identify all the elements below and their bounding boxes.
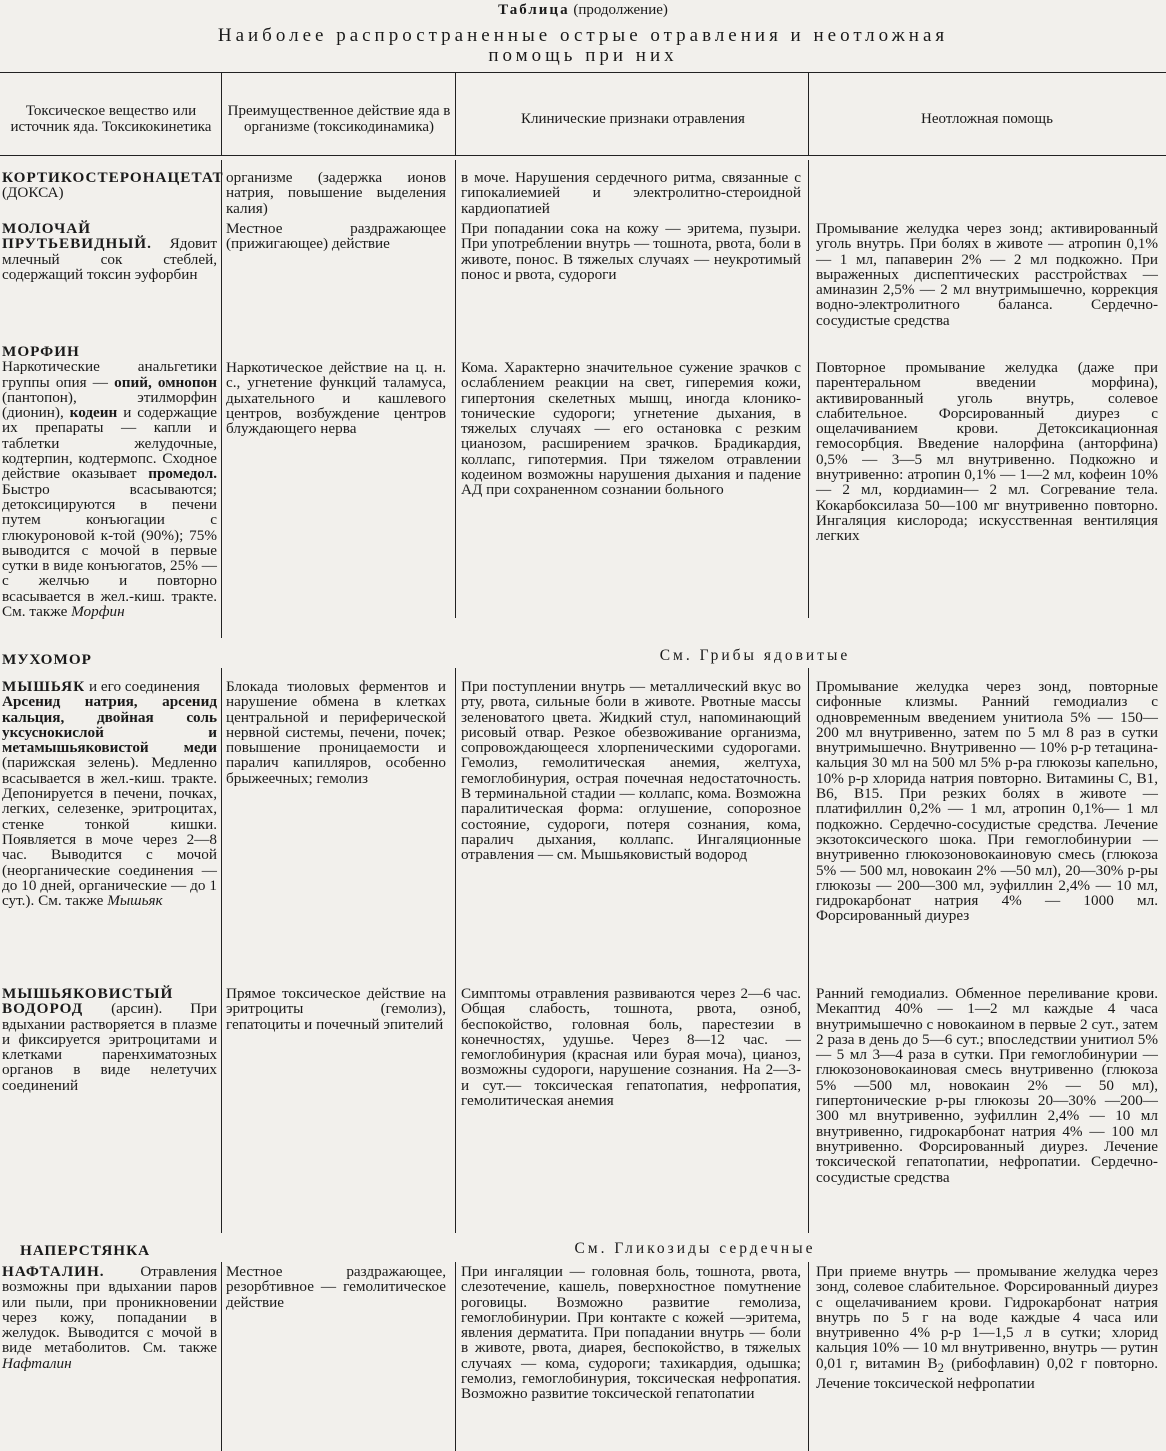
column-divider <box>455 72 456 156</box>
row-morphine-action: Наркотическое действие на ц. н. с., угнетение функций таламуса, дыхательного и кашлевого центров, возбуждение центров блуждающего нерва <box>226 359 446 438</box>
column-divider <box>221 668 222 1233</box>
row-doxa-action: организме (задержка ионов натрия, повышение выделения калия) <box>226 169 446 217</box>
row-naperstyanka-substance: НАПЕРСТЯНКА <box>20 1242 151 1259</box>
row-arsenic-substance: МЫШЬЯК и его соединения Арсенид натрия, арсенид кальция, двойная соль уксуснокислой и метамышьяковистой меди (парижская зелень). Медленно всасывается в жел.-киш. тракте. Депонируется в печени, почках, легких, селезенке, эритроцитах, стенке тонкой кишки. Появляется в моче через 2—8 час. Выводится с мочой (неорганические соединения — до 10 дней, органические — до 1 сут.). См. также Мышьяк <box>2 678 217 910</box>
row-naphthalene-substance: НАФТАЛИН. Отравления возможны при вдыхании паров или пыли, при проникновении через кожу, попадании в желудок. Выводится с мочой в виде метаболитов. См. также Нафталин <box>2 1263 217 1372</box>
column-divider <box>808 1262 809 1451</box>
row-arsine-help: Ранний гемодиализ. Обменное переливание крови. Мекаптид 40% — 1—2 мл каждые 4 часа внутримышечно с новокаином в первые 2 сут., затем 2 раза в день до 5—6 сут.; впоследствии унитиол 5% — 5 мл 3—4 раза в сутки. При гемоглобинурии — глюкозоновокаиновая смесь внутривенно (глюкоза 5% —500 мл, новокаин 2% — 50 мл), гипертонические р-ры глюкозы 20—30% —200—300 мл внутривенно, эуфиллин 2,4% — 10 мл внутривенно, гидрокарбонат натрия 4% — 100 мл внутривенно. Форсированный диурез. Лечение токсической гепатопатии, нефропатии. Сердечно-сосудистые средства <box>816 985 1158 1186</box>
row-molochai-substance: МОЛОЧАЙ ПРУТЬЕВИДНЫЙ. Ядовит млечный сок стеблей, содержащий токсин эуфорбин <box>2 220 217 283</box>
column-header-help: Неотложная помощь <box>921 111 1053 127</box>
header-top-rule <box>0 72 1166 73</box>
row-morphine-substance: МОРФИН Наркотические анальгетики группы опия — опий, омнопон (пантопон), этилморфин (дионин), кодеин и содержащие их препараты — капли и таблетки желудочные, кодтерпин, кодтермопс. Сходное действие оказывает промедол. Быстро всасываются; детоксицируются в печени путем конъюгации с глюкуроновой к-той (90%); 75% выводится с мочой в первые сутки в виде конъюгатов, 25% — с желчью и повторно всасывается в жел.-киш. тракте. См. также Морфин <box>2 343 218 621</box>
row-arsenic-help: Промывание желудка через зонд, повторные сифонные клизмы. Ранний гемодиализ с одновременным введением унитиола 5% — 150—200 мл внутривенно, затем по 5 мл 8 раз в сутки внутримышечно. Внутривенно — 10% р-р тетацина-кальция 30 мл на 500 мл 5% р-ра глюкозы капельно, 10% р-р хлорида натрия повторно. Витамины С, В1, В6, В15. При резких болях в животе — платифиллин 0,2% — 1 мл, атропин 0,1%— 1 мл подкожно. Сердечно-сосудистые средства. Лечение экзотоксического шока. При гемоглобинурии — внутривенно глюкозоновокаиновую смесь (глюкоза 5% — 500 мл, новокаин 2% —50 мл), 20—30% р-ры глюкозы — 200—300 мл, эуфиллин 2,4% — 10 мл, гидрокарбонат натрия 4% — 1000 мл. Форсированный диурез <box>816 678 1158 925</box>
column-header-action: Преимущественное действие яда в организме (токсикодинамика) <box>227 103 451 135</box>
row-naphthalene-action: Местное раздражающее, резорбтивное — гемолитическое действие <box>226 1263 446 1311</box>
row-arsine-signs: Симптомы отравления развиваются через 2—6 час. Общая слабость, тошнота, рвота, озноб, беспокойство, головная боль, парестезии в конечностях, удушье. Через 8—12 час. — гемоглобинурия (красная или бурая моча), цианоз, возможны судороги, нарушение сознания. На 2—3-и сут.— токсическая гепатопатия, нефропатия, гемолитическая анемия <box>461 985 801 1110</box>
column-header-substance: Токсическое вещество или источник яда. Токсикокинетика <box>10 103 212 135</box>
row-morphine-help: Повторное промывание желудка (даже при парентеральном введении морфина), активированный уголь внутрь, солевое слабительное. Форсированный диурез с ощелачиванием крови. Детоксикационная гемосорбция. Введение налорфина (анторфина) 0,5% — 3—5 мл внутривенно. Подкожно и внутривенно: атропин 0,1% — 1—2 мл, кофеин 10% — 2 мл, кордиамин— 2 мл. Согревание тела. Кокарбоксилаза 50—100 мг внутривенно повторно. Ингаляция кислорода; искусственная вентиляция легких <box>816 359 1158 545</box>
row-arsine-action: Прямое токсическое действие на эритроциты (гемолиз), гепатоциты и почечный эпителий <box>226 985 446 1033</box>
column-divider <box>808 668 809 1233</box>
column-divider <box>455 1262 456 1451</box>
row-naphthalene-help: При приеме внутрь — промывание желудка через зонд, солевое слабительное. Форсированный диурез с ощелачиванием крови. Гидрокарбонат натрия внутрь по 5 г на воде каждые 4 часа или внутривенно 4% р-р 1—1,5 л в сутки; хлорид кальция 10% — 10 мл внутривенно, внутрь — рутин 0,01 г, витамин $В_2$ (рибофлавин) 0,02 г повторно. Лечение токсической нефропатии <box>816 1263 1158 1393</box>
column-divider <box>221 72 222 156</box>
table-caption: Таблица (продолжение) <box>498 2 668 18</box>
row-doxa-signs: в моче. Нарушения сердечного ритма, связанные с гипокалиемией и электролитно-стероидной кардиопатией <box>461 169 801 217</box>
row-muhomor-reference: См. Грибы ядовитые <box>659 647 851 664</box>
column-divider <box>455 668 456 1233</box>
row-arsine-substance: МЫШЬЯКОВИСТЫЙ ВОДОРОД (арсин). При вдыхании растворяется в плазме и фиксируется эритроцитами и клетками паренхиматозных органов в виде нелетучих соединений <box>2 985 217 1094</box>
column-divider <box>808 72 809 156</box>
column-divider <box>221 160 222 638</box>
row-molochai-signs: При попадании сока на кожу — эритема, пузыри. При употреблении внутрь — тошнота, рвота, боли в животе, понос. В тяжелых случаях — неукротимый понос и рвота, судороги <box>461 220 801 283</box>
row-muhomor-substance: МУХОМОР <box>2 651 92 668</box>
row-doxa-substance: КОРТИКОСТЕРОНАЦЕТАТ (ДОКСА) <box>2 169 224 202</box>
header-bottom-rule <box>0 155 1166 156</box>
row-naperstyanka-reference: См. Гликозиды сердечные <box>574 1240 816 1257</box>
row-molochai-help: Промывание желудка через зонд; активированный уголь внутрь. При болях в животе — атропин 0,1% — 1 мл, папаверин 2% — 2 мл подкожно. При выраженных диспептических расстройствах — аминазин 2,5% — 2 мл внутримышечно, коррекция водно-электролитного баланса. Сердечно-сосудистые средства <box>816 220 1158 329</box>
row-molochai-action: Местное раздражающее (прижигающее) действие <box>226 220 446 253</box>
row-arsenic-action: Блокада тиоловых ферментов и нарушение обмена в клетках центральной и периферической нервной системы, печени, почек; повышение проницаемости и паралич капилляров, особенно брыжеечных; гемолиз <box>226 678 446 787</box>
column-divider <box>221 1262 222 1451</box>
row-morphine-signs: Кома. Характерно значительное сужение зрачков с ослаблением реакции на свет, гиперемия кожи, гипертония скелетных мышц, иногда клонико-тонические судороги; угнетение дыхания, в тяжелых случаях — его остановка с резким цианозом, расширением зрачков. Брадикардия, коллапс, гипотермия. При тяжелом отравлении кодеином возможны нарушения дыхания и падение АД при сохраненном сознании больного <box>461 359 801 499</box>
row-naphthalene-signs: При ингаляции — головная боль, тошнота, рвота, слезотечение, кашель, поверхностное помутнение роговицы. Возможно развитие гемолиза, гемоглобинурии. При контакте с кожей —эритема, явления дерматита. При попадании внутрь — боли в животе, рвота, диарея, беспокойство, в тяжелых случаях — кома, судороги; тахикардия, одышка; гемолиз, гемоглобинурия, токсическая нефропатия. Возможно развитие токсической гепатопатии <box>461 1263 801 1403</box>
column-divider <box>455 160 456 618</box>
column-header-signs: Клинические признаки отравления <box>521 111 745 127</box>
row-arsenic-signs: При поступлении внутрь — металлический вкус во рту, рвота, сильные боли в животе. Рвотные массы зеленоватого цвета. Жидкий стул, напоминающий рисовый отвар. Резкое обезвоживание организма, сопровождающееся хлорпеническими судорогами. Гемолиз, гемолитическая анемия, желтуха, гемоглобинурия, острая почечная недостаточность. В терминальной стадии — коллапс, кома. Возможна паралитическая форма: оглушение, сопорозное состояние, судороги, потеря сознания, кома, паралич дыхания, коллапс. Ингаляционные отравления — см. Мышьяковистый водород <box>461 678 801 864</box>
column-divider <box>808 160 809 618</box>
table-title: Наиболее распространенные острые отравления и неотложная помощь при них <box>217 25 949 66</box>
